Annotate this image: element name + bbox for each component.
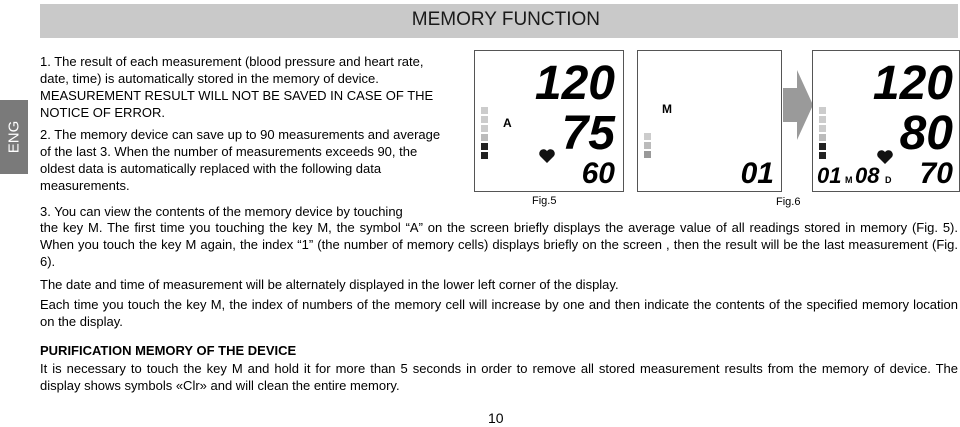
fig6-caption: Fig.6 xyxy=(776,196,801,208)
fig5-caption: Fig.5 xyxy=(532,195,557,207)
signal-bars xyxy=(644,133,651,158)
fig5-lcd-graphic xyxy=(475,51,623,191)
date-time-paragraph: The date and time of measurement will be alternately displayed in the lower left corner of the display. xyxy=(40,277,619,292)
fig6-diastolic: 80 xyxy=(899,107,953,160)
page-number: 10 xyxy=(488,410,504,426)
intro-column xyxy=(40,53,450,220)
fig5-diastolic: 75 xyxy=(561,107,615,160)
fig5-display xyxy=(474,50,624,192)
heart-icon xyxy=(877,150,893,164)
signal-bars xyxy=(819,107,826,159)
language-label: ENG xyxy=(5,120,23,154)
purification-heading: PURIFICATION MEMORY OF THE DEVICE xyxy=(40,343,297,358)
average-symbol: A xyxy=(503,116,512,130)
memory-index: 01 xyxy=(740,157,774,190)
heart-icon xyxy=(539,149,555,163)
fig6-display-2 xyxy=(812,50,960,192)
date-day: 08 xyxy=(855,163,880,188)
purification-text: It is necessary to touch the key M and hold it for more than 5 seconds in order to remove all stored measurement results from the memory of device. The display shows symbols «Clr» and will clean the entire memory. xyxy=(40,361,958,393)
fig5-systolic: 120 xyxy=(534,57,615,110)
item-3-start: 3. You can view the contents of the memory device by touching xyxy=(40,204,403,219)
item-3-continued: the key M. The first time you touching the key M, the symbol “A” on the screen briefly displays the average value of all readings stored in memory (Fig. 5). When you touch the key M again, the index “1” (the number of memory cells) displays briefly on the screen , then the result will be the last measurement (Fig. 6). xyxy=(40,220,958,269)
fig6-pulse: 70 xyxy=(919,157,953,190)
day-label: D xyxy=(885,175,892,185)
date-month: 01 xyxy=(817,163,842,188)
item-1: 1. The result of each measurement (blood pressure and heart rate, date, time) is automatically stored in the memory of device. MEASUREMENT RESULT WILL NOT BE SAVED IN CASE OF THE NOTICE OF ERROR. xyxy=(40,54,434,120)
month-label: M xyxy=(845,175,853,185)
fig6-lcd-graphic-1 xyxy=(638,51,781,191)
fig6-systolic: 120 xyxy=(872,57,953,110)
arrow-right-icon xyxy=(783,70,813,140)
signal-bars xyxy=(481,107,488,159)
section-header xyxy=(40,4,958,38)
language-tab xyxy=(0,100,28,174)
item-2: 2. The memory device can save up to 90 measurements and average of the last 3. When the number of measurements exceeds 90, the oldest data is automatically replaced with the following data measurements. xyxy=(40,127,441,193)
fig5-pulse: 60 xyxy=(581,157,615,190)
fig6-lcd-graphic-2 xyxy=(813,51,959,191)
memory-symbol: M xyxy=(662,102,672,116)
page-title: MEMORY FUNCTION xyxy=(411,9,600,30)
memory-index-paragraph: Each time you touch the key M, the index of numbers of the memory cell will increase by one and then indicate the contents of the specified memory location on the display. xyxy=(40,297,958,329)
fig6-display-1 xyxy=(637,50,782,192)
